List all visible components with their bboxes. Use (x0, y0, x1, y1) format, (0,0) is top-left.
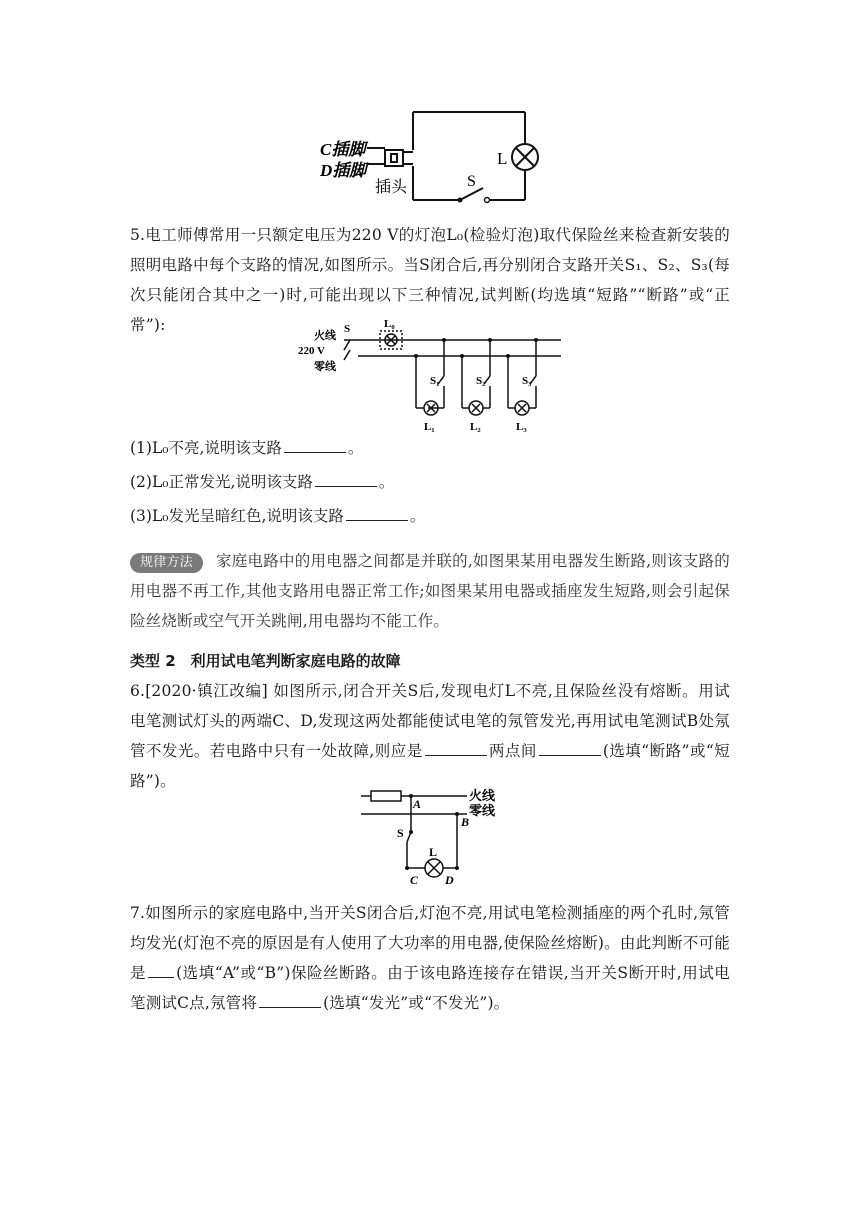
q5-sub2-blank[interactable] (315, 470, 377, 487)
point-a-label: A (413, 797, 422, 811)
s2-label: S₂ (476, 375, 486, 387)
test-pen-fault-figure (357, 784, 527, 888)
voltage-label: 220 V (298, 345, 325, 357)
lamp-l-label: L (429, 845, 438, 859)
q6-text-part2: 两点间 (488, 742, 537, 760)
q5-sub3-period: 。 (409, 507, 426, 525)
l2-label: L₂ (470, 421, 481, 433)
s3-label: S₃ (522, 375, 532, 387)
q6-blank-2[interactable] (539, 739, 601, 756)
test-lamp-branch-figure (296, 318, 566, 436)
lamp-label: L (497, 149, 508, 168)
switch-s-label: S (397, 826, 404, 840)
s1-label: S₁ (430, 375, 440, 387)
l3-label: L₃ (516, 421, 527, 433)
q5-sub1 (130, 436, 363, 460)
type2-heading: 类型 2 利用试电笔判断家庭电路的故障 (130, 652, 401, 670)
point-c-label: C (410, 873, 419, 887)
l1-label: L₁ (424, 421, 435, 433)
d-pin-label: D插脚 (320, 161, 367, 180)
q5-sub2 (130, 470, 394, 494)
q5-sub3-text: (3)L₀发光呈暗红色,说明该支路 (130, 507, 344, 525)
live-wire-label-3: 火线 (469, 788, 496, 803)
plug-lamp-circuit-figure (315, 106, 555, 206)
method-tip (130, 546, 730, 636)
neutral-wire-label: 零线 (314, 361, 336, 373)
point-d-label: D (445, 873, 454, 887)
q5-sub1-period: 。 (347, 439, 364, 457)
method-badge: 规律方法 (130, 553, 203, 573)
main-switch-label: S (344, 323, 351, 335)
q6-text-part1: 6.[2020·镇江改编] 如图所示,闭合开关S后,发现电灯L不亮,且保险丝没有熔断。用试电笔测试灯头的两端C、D,发现这两处都能使试电笔的氖管发光,再用试电笔测试B处氖管不发光。若电路中只有一处故障,则应是 (130, 682, 730, 760)
question-6-text (130, 676, 730, 796)
q5-sub3 (130, 504, 425, 528)
q7-text-part1: 7.如图所示的家庭电路中,当开关S闭合后,灯泡不亮,用试电笔检测插座的两个孔时,氖管均发光(灯泡不亮的原因是有人使用了大功率的用电器,使保险丝熔断)。由此判断不可能是 (130, 904, 730, 982)
q7-blank-1[interactable] (148, 961, 174, 978)
neutral-wire-label-3: 零线 (469, 803, 496, 818)
q7-text-part3: (选填“发光”或“不发光”)。 (323, 994, 510, 1012)
test-lamp-label: L₀ (384, 318, 395, 330)
q6-text-part3: (选填“断路”或“短路”)。 (130, 742, 731, 790)
method-tip-text: 家庭电路中的用电器之间都是并联的,如图果某用电器发生断路,则该支路的用电器不再工作,其他支路用电器正常工作;如图果某用电器或插座发生短路,则会引起保险丝烧断或空气开关跳闸,用电器均不能工作。 (130, 552, 730, 630)
q5-sub1-blank[interactable] (284, 436, 346, 453)
q7-blank-2[interactable] (259, 991, 321, 1008)
q5-sub2-period: 。 (378, 473, 395, 491)
c-pin-label: C插脚 (320, 140, 366, 159)
switch-label: S (467, 173, 476, 190)
q5-sub1-text: (1)L₀不亮,说明该支路 (130, 439, 282, 457)
q5-sub2-text: (2)L₀正常发光,说明该支路 (130, 473, 313, 491)
question-5-text: 5.电工师傅常用一只额定电压为220 V的灯泡L₀(检验灯泡)取代保险丝来检查新安装的照明电路中每个支路的情况,如图所示。当S闭合后,再分别闭合支路开关S₁、S₂、S₃(每次只能闭合其中之一)时,可能出现以下三种情况,试判断(均选填“短路”“断路”或“正常”): (130, 226, 730, 334)
q6-blank-1[interactable] (425, 739, 487, 756)
q7-text-part2: (选填“A”或“B”)保险丝断路。由于该电路连接存在错误,当开关S断开时,用试电笔测试C点,氖管将 (130, 964, 731, 1012)
point-b-label: B (461, 815, 470, 829)
q5-sub3-blank[interactable] (346, 504, 408, 521)
question-7-text (130, 898, 730, 1018)
plug-label: 插头 (375, 179, 408, 196)
live-wire-label: 火线 (314, 330, 336, 342)
